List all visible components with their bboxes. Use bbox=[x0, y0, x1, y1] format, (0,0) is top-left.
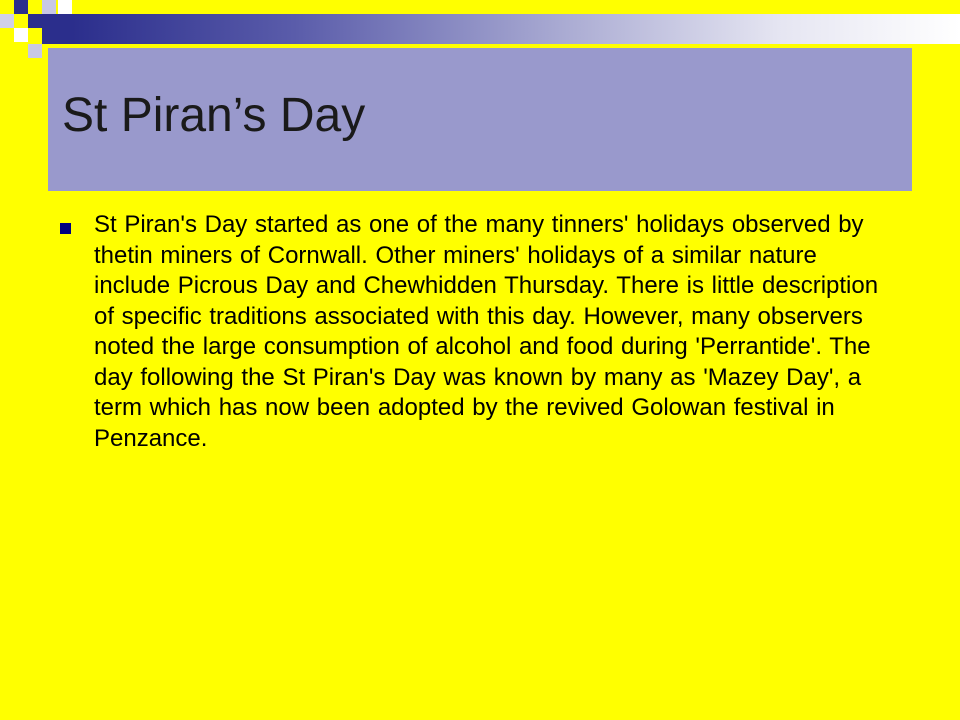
decorative-square bbox=[14, 0, 28, 14]
decorative-square bbox=[14, 28, 28, 42]
bullet-item bbox=[60, 210, 900, 454]
decorative-square bbox=[0, 14, 14, 28]
square-bullet-icon bbox=[60, 223, 71, 234]
top-gradient-bar bbox=[72, 14, 960, 44]
decorative-square bbox=[42, 14, 72, 44]
decorative-square bbox=[28, 14, 42, 28]
bullet-list bbox=[60, 210, 900, 454]
bullet-text: St Piran's Day started as one of the many tinners' holidays observed by thetin miners of Cornwall. Other miners' holidays of a similar nature include Picrous Day and Chewhidden Thursday. There is little description of specific traditions associated with this day. However, many observers noted the large consumption of alcohol and food during 'Perrantide'. The day following the St Piran's Day was known by many as 'Mazey Day', a term which has now been adopted by the revived Golowan festival in Penzance. bbox=[94, 211, 879, 452]
decorative-square bbox=[28, 44, 42, 58]
decorative-square bbox=[58, 0, 72, 14]
slide-title: St Piran’s Day bbox=[62, 89, 366, 142]
decorative-square bbox=[42, 0, 56, 14]
